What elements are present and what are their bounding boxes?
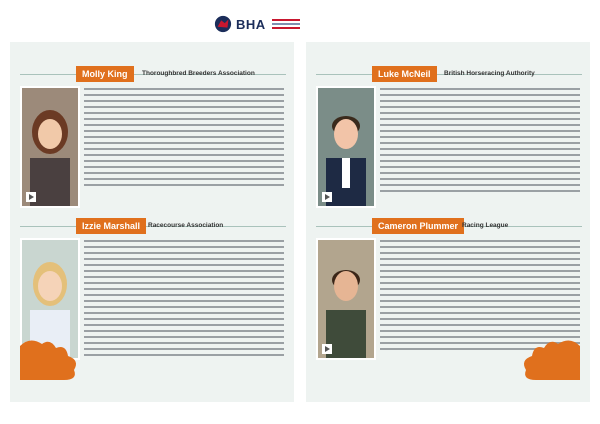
profile-organisation: Racing League bbox=[462, 222, 509, 229]
play-video-icon[interactable] bbox=[322, 192, 332, 202]
profile-card bbox=[316, 66, 582, 212]
profile-photo bbox=[20, 86, 80, 208]
play-video-icon[interactable] bbox=[26, 192, 36, 202]
logo-text: BHA bbox=[236, 16, 266, 32]
profile-card bbox=[20, 66, 286, 212]
logo-tagline-mark bbox=[272, 19, 300, 29]
play-video-icon[interactable] bbox=[322, 344, 332, 354]
profile-body-text bbox=[84, 240, 284, 360]
bha-logo bbox=[214, 14, 300, 34]
profile-photo bbox=[316, 238, 376, 360]
profile-organisation: Thoroughbred Breeders Association bbox=[142, 70, 255, 77]
profile-name: Cameron Plummer bbox=[372, 218, 464, 234]
profile-name: Molly King bbox=[76, 66, 134, 82]
orange-paint-splash-graphic bbox=[20, 336, 80, 380]
page-right bbox=[306, 42, 590, 402]
orange-paint-splash-graphic bbox=[520, 336, 580, 380]
profile-body-text bbox=[84, 88, 284, 190]
profile-organisation: Racecourse Association bbox=[148, 222, 224, 229]
profile-organisation: British Horseracing Authority bbox=[444, 70, 535, 77]
profile-photo bbox=[316, 86, 376, 208]
profile-body-text bbox=[380, 88, 580, 196]
horse-emblem-icon bbox=[214, 15, 232, 33]
profile-name: Luke McNeil bbox=[372, 66, 437, 82]
profile-name: Izzie Marshall bbox=[76, 218, 146, 234]
page-left bbox=[10, 42, 294, 402]
